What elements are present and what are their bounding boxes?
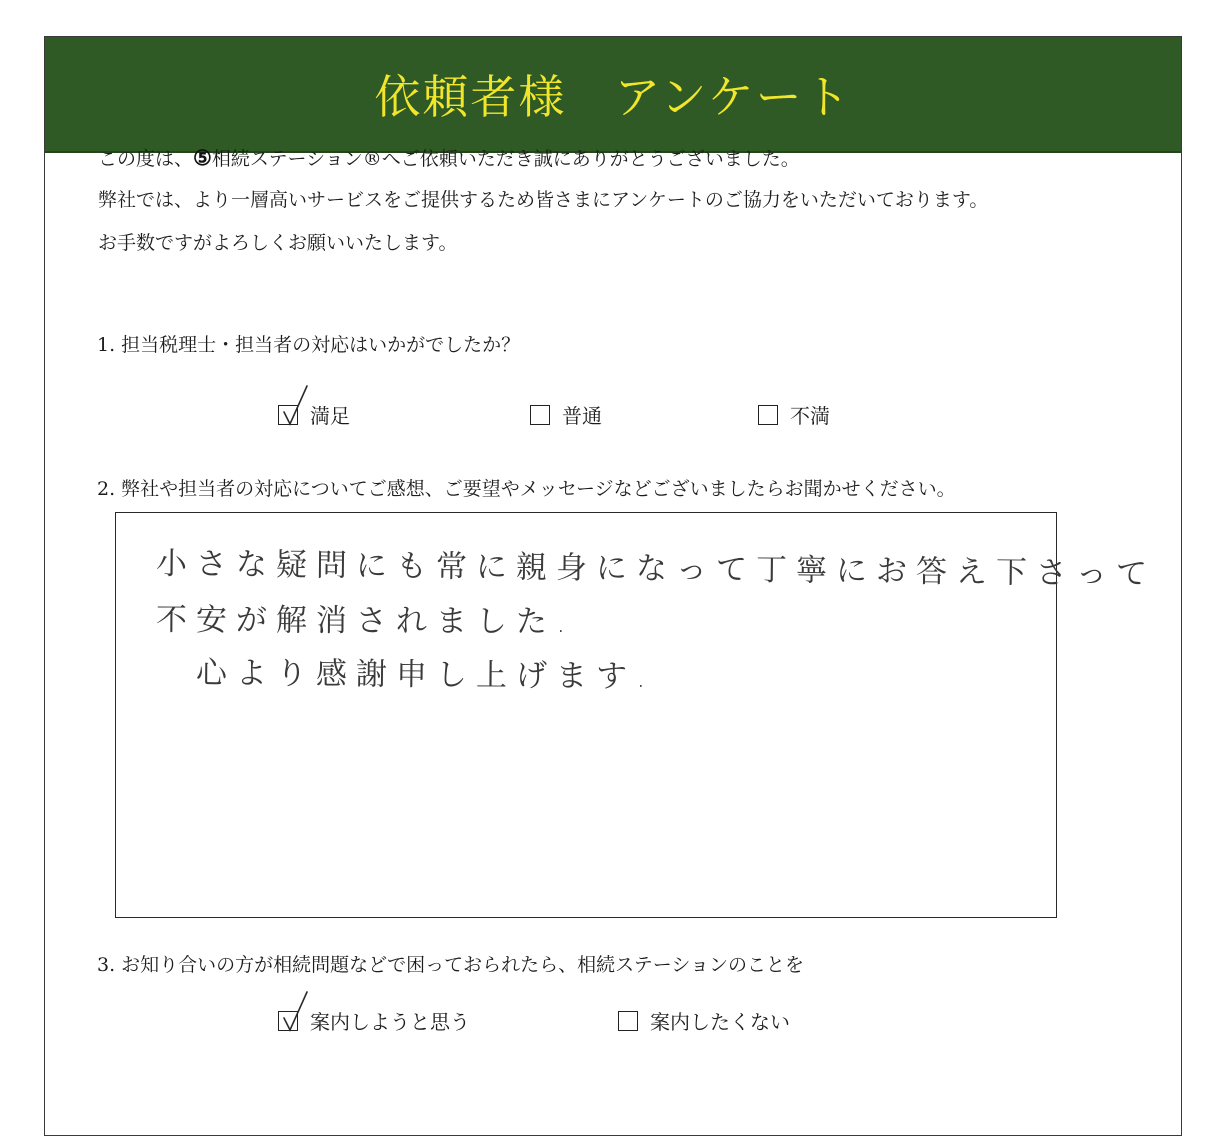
handwritten-line-2: 不安が解消されました.	[155, 601, 575, 641]
question-3-options	[0, 1006, 1210, 1046]
question-3-text: 3. お知り合いの方が相続問題などで困っておられたら、相続ステーションのことを	[97, 954, 805, 976]
checkbox-wont-recommend[interactable]	[618, 1011, 638, 1031]
checkbox-normal[interactable]	[530, 405, 550, 425]
checkmark-icon	[281, 384, 309, 430]
intro-line-1	[98, 136, 1098, 179]
option-wont-recommend[interactable]	[618, 1006, 790, 1035]
intro-line-3: お手数ですがよろしくお願いいたします。	[98, 232, 458, 254]
option-satisfied[interactable]	[278, 400, 350, 429]
option-dissatisfied[interactable]	[758, 400, 830, 429]
option-normal[interactable]	[530, 400, 602, 429]
intro-line-2: 弊社では、より一層高いサービスをご提供するため皆さまにアンケートのご協力をいただいております。	[98, 189, 989, 211]
comment-answer-box[interactable]	[115, 512, 1157, 918]
intro-line-1-after: 相続ステーション®へご依頼いただき誠にありがとうございました。	[211, 148, 800, 170]
question-1-text: 1. 担当税理士・担当者の対応はいかがでしたか？	[97, 334, 521, 356]
checkbox-dissatisfied[interactable]	[758, 405, 778, 425]
option-label: 満足	[310, 404, 350, 428]
intro-line-1-before: この度は、	[98, 148, 194, 170]
checkmark-icon	[281, 990, 309, 1036]
option-will-recommend[interactable]	[278, 1006, 470, 1035]
option-label: 案内しようと思う	[310, 1010, 470, 1034]
checkbox-satisfied[interactable]	[278, 405, 298, 425]
option-label: 不満	[790, 404, 830, 428]
question-1-options	[0, 400, 1210, 440]
handwritten-line-1: 小さな疑問にも常に親身になって丁寧にお答え下さって	[155, 545, 1157, 593]
checkbox-will-recommend[interactable]	[278, 1011, 298, 1031]
option-label: 普通	[562, 404, 602, 428]
intro-text	[98, 136, 1098, 265]
brand-logo-icon: ⑤	[193, 145, 212, 170]
page-title: 依頼者様 アンケート	[374, 70, 852, 124]
question-2-text: 2. 弊社や担当者の対応についてご感想、ご要望やメッセージなどございましたらお聞かせください。	[97, 478, 956, 500]
option-label: 案内したくない	[650, 1010, 790, 1034]
handwritten-line-3: 心より感謝申し上げます.	[195, 654, 655, 696]
